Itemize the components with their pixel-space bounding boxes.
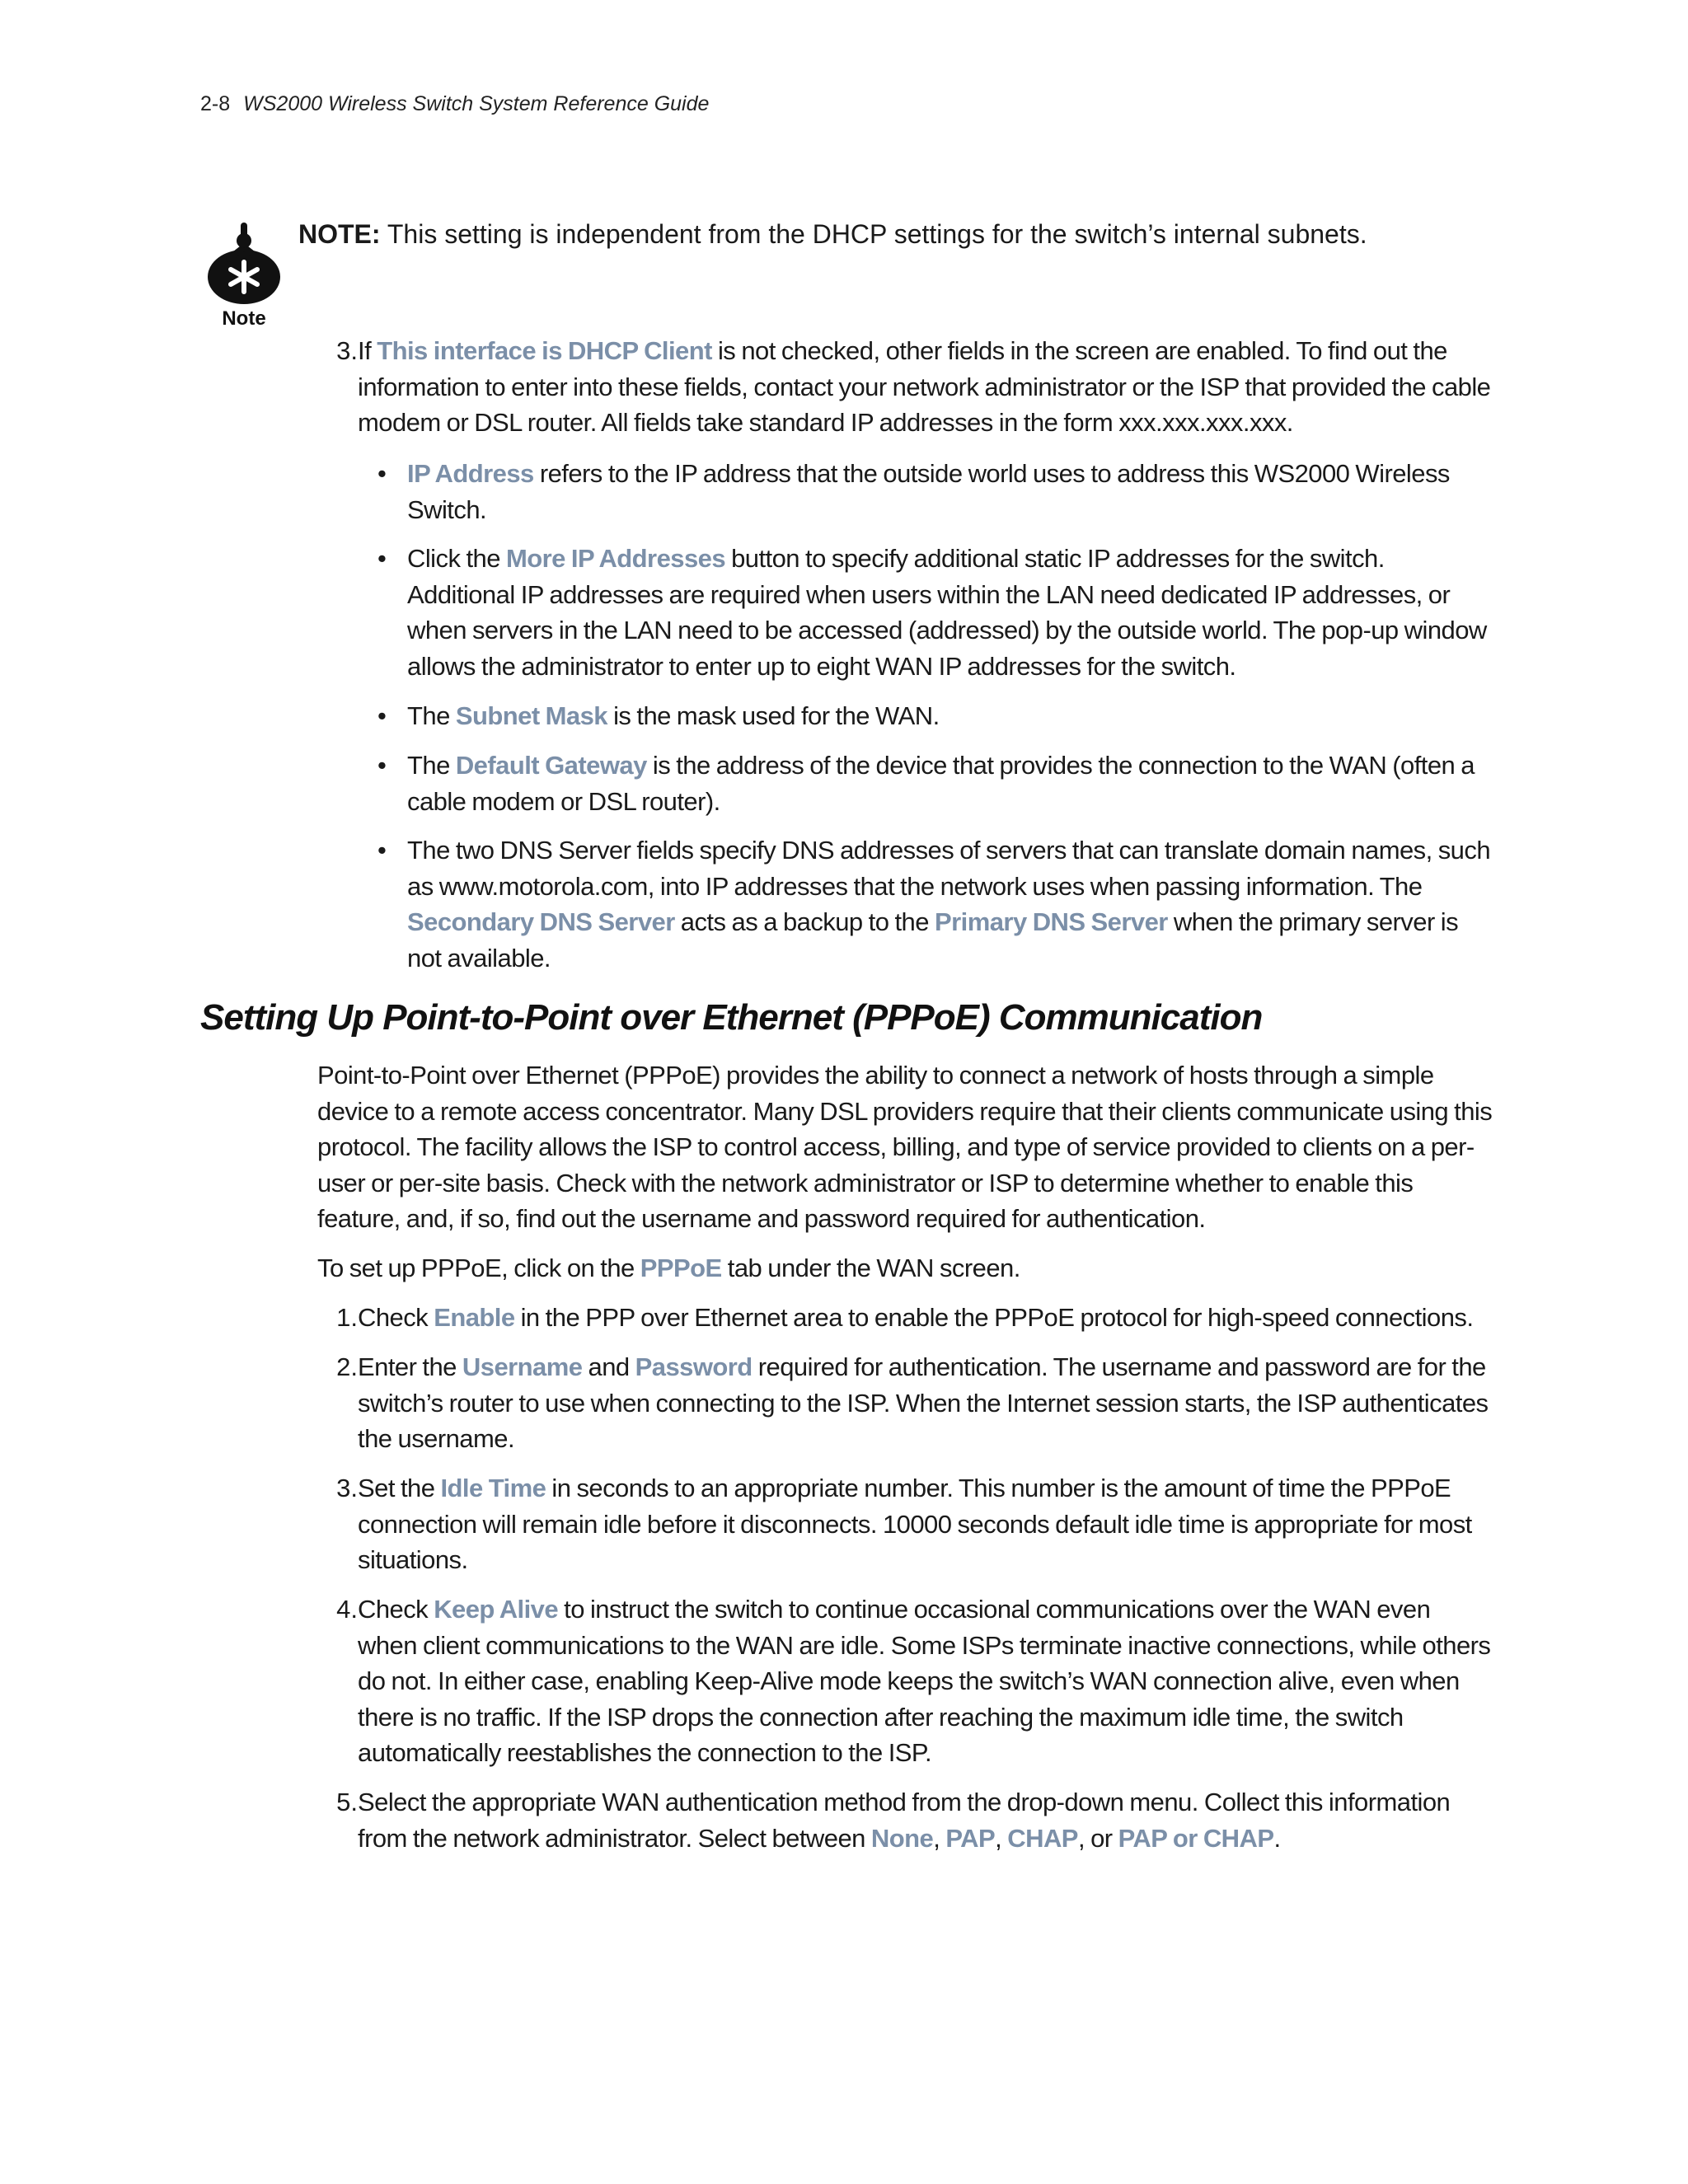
page-number: 2-8: [200, 92, 231, 115]
step3b-text: [358, 1470, 1495, 1578]
text-run: Set the: [358, 1474, 441, 1502]
text-run: Check: [358, 1595, 434, 1624]
step2-text: [358, 1349, 1495, 1457]
text-run: required for authentication. The username and password are for the switch’s router to use when connecting to the ISP. When the Internet session starts, the ISP authenticates the username.: [358, 1352, 1489, 1453]
bullet-default-gateway: [407, 748, 1495, 819]
note-body: This setting is independent from the DHCP settings for the switch’s internal subnets.: [380, 219, 1367, 249]
bullet-ip-address: [407, 456, 1495, 527]
text-run: Select the appropriate WAN authentication method from the drop-down menu. Collect this information from the network administrator. Select between: [358, 1788, 1451, 1853]
password-term: Password: [635, 1352, 753, 1381]
auth-option-pap: PAP: [945, 1823, 996, 1853]
bullet-icon: •: [377, 544, 387, 573]
step-number: 3.: [336, 1474, 358, 1502]
auth-option-chap: CHAP: [1007, 1823, 1078, 1853]
username-term: Username: [462, 1352, 583, 1381]
text-run: To set up PPPoE, click on the: [317, 1254, 640, 1282]
pppoe-intro: Point-to-Point over Ethernet (PPPoE) provides the ability to connect a network of hosts through a simple device to a remote access concentrator. Many DSL providers require that their clients communicate using this protocol. The facility allows the ISP to control access, billing, and type of service provided to clients on a per-user or per-site basis. Check with the network administrator or ISP to determine whether to enable this feature, and, if so, find out the username and password required for authentication.: [317, 1061, 1493, 1233]
auth-option-pap-or-chap: PAP or CHAP: [1118, 1823, 1274, 1853]
note-label: NOTE:: [298, 219, 381, 249]
text-run: The two DNS Server fields specify DNS addresses of servers that can translate domain names, such as www.motorola.com, into IP addresses that the network uses when passing information. The: [407, 836, 1491, 901]
running-header: [200, 92, 709, 116]
note-icon-label: Note: [222, 307, 266, 330]
bullet-icon: •: [377, 751, 387, 780]
subnet-mask-term: Subnet Mask: [455, 701, 608, 730]
pppoe-tab-term: PPPoE: [640, 1254, 722, 1282]
text-run: acts as a backup to the: [674, 907, 935, 936]
text-run: Check: [358, 1303, 434, 1332]
text-run: The: [407, 701, 456, 730]
text-run: .: [1273, 1823, 1281, 1853]
enable-term: Enable: [434, 1303, 515, 1332]
text-run: Click the: [407, 544, 506, 573]
step-number: 4.: [336, 1595, 358, 1624]
step-number: 3.: [336, 336, 358, 365]
text-run: to instruct the switch to continue occasional communications over the WAN even when client communications to the WAN are idle. Some ISPs terminate inactive connections, while others do not. In either case, enabling Keep-Alive mode keeps the switch’s WAN connection alive, even when there is no traffic. If the ISP drops the connection after reaching the maximum idle time, the switch automatically reestablishes the connection to the ISP.: [358, 1595, 1491, 1767]
step-number: 5.: [336, 1788, 358, 1816]
bullet-more-ip: [407, 541, 1495, 684]
step-number: 1.: [336, 1303, 358, 1332]
step5-text: [358, 1784, 1495, 1856]
bullet-dns-servers: [407, 832, 1495, 976]
text-run: tab under the WAN screen.: [721, 1254, 1020, 1282]
more-ip-addresses-term: More IP Addresses: [505, 544, 726, 573]
secondary-dns-term: Secondary DNS Server: [407, 907, 675, 936]
text-run: button to specify additional static IP addresses for the switch. Additional IP addresses are required when users within the LAN need dedicated IP addresses, or when servers in the LAN need to be accessed (addressed) by the outside world. The pop-up window allows the administrator to enter up to eight WAN IP addresses for the switch.: [407, 544, 1487, 681]
default-gateway-term: Default Gateway: [455, 751, 647, 780]
text-run: , or: [1077, 1823, 1118, 1853]
auth-option-none: None: [870, 1823, 934, 1853]
note-callout: [298, 216, 1367, 252]
primary-dns-term: Primary DNS Server: [935, 907, 1168, 936]
text-run: is the address of the device that provides the connection to the WAN (often a cable modem or DSL router).: [407, 751, 1475, 816]
bullet-icon: •: [377, 459, 387, 488]
bullet-icon: •: [377, 701, 387, 730]
text-run: and: [582, 1352, 635, 1381]
text-run: refers to the IP address that the outside world uses to address this WS2000 Wireless Switch.: [407, 459, 1450, 524]
bullet-icon: •: [377, 836, 387, 865]
ip-address-term: IP Address: [407, 459, 534, 488]
step1-text: [358, 1300, 1495, 1336]
bullet-subnet-mask: [407, 698, 1495, 734]
text-run: If: [358, 336, 377, 365]
guide-title: WS2000 Wireless Switch System Reference Guide: [243, 92, 710, 115]
text-run: ,: [995, 1823, 1008, 1853]
text-run: in the PPP over Ethernet area to enable the PPPoE protocol for high-speed connections.: [514, 1303, 1474, 1332]
text-run: in seconds to an appropriate number. This number is the amount of time the PPPoE connection will remain idle before it disconnects. 10000 seconds default idle time is appropriate for most situations.: [358, 1474, 1472, 1574]
step3-text: [358, 333, 1495, 441]
text-run: is the mask used for the WAN.: [607, 701, 940, 730]
keep-alive-term: Keep Alive: [434, 1595, 559, 1624]
dhcp-client-term: This interface is DHCP Client: [377, 336, 712, 365]
idle-time-term: Idle Time: [440, 1474, 546, 1502]
text-run: when the primary server is not available.: [407, 907, 1459, 972]
text-run: is not checked, other fields in the screen are enabled. To find out the information to enter into these fields, contact your network administrator or the ISP that provided the cable modem or DSL router. All fields take standard IP addresses in the form xxx.xxx.xxx.xxx.: [358, 336, 1491, 437]
text-run: ,: [933, 1823, 946, 1853]
pppoe-setup-line: [317, 1250, 1496, 1286]
step4-text: [358, 1591, 1495, 1771]
section-heading: Setting Up Point-to-Point over Ethernet (PPPoE) Communication: [200, 997, 1263, 1038]
step-number: 2.: [336, 1352, 358, 1381]
note-icon: [203, 223, 293, 330]
text-run: The: [407, 751, 456, 780]
text-run: Enter the: [358, 1352, 462, 1381]
